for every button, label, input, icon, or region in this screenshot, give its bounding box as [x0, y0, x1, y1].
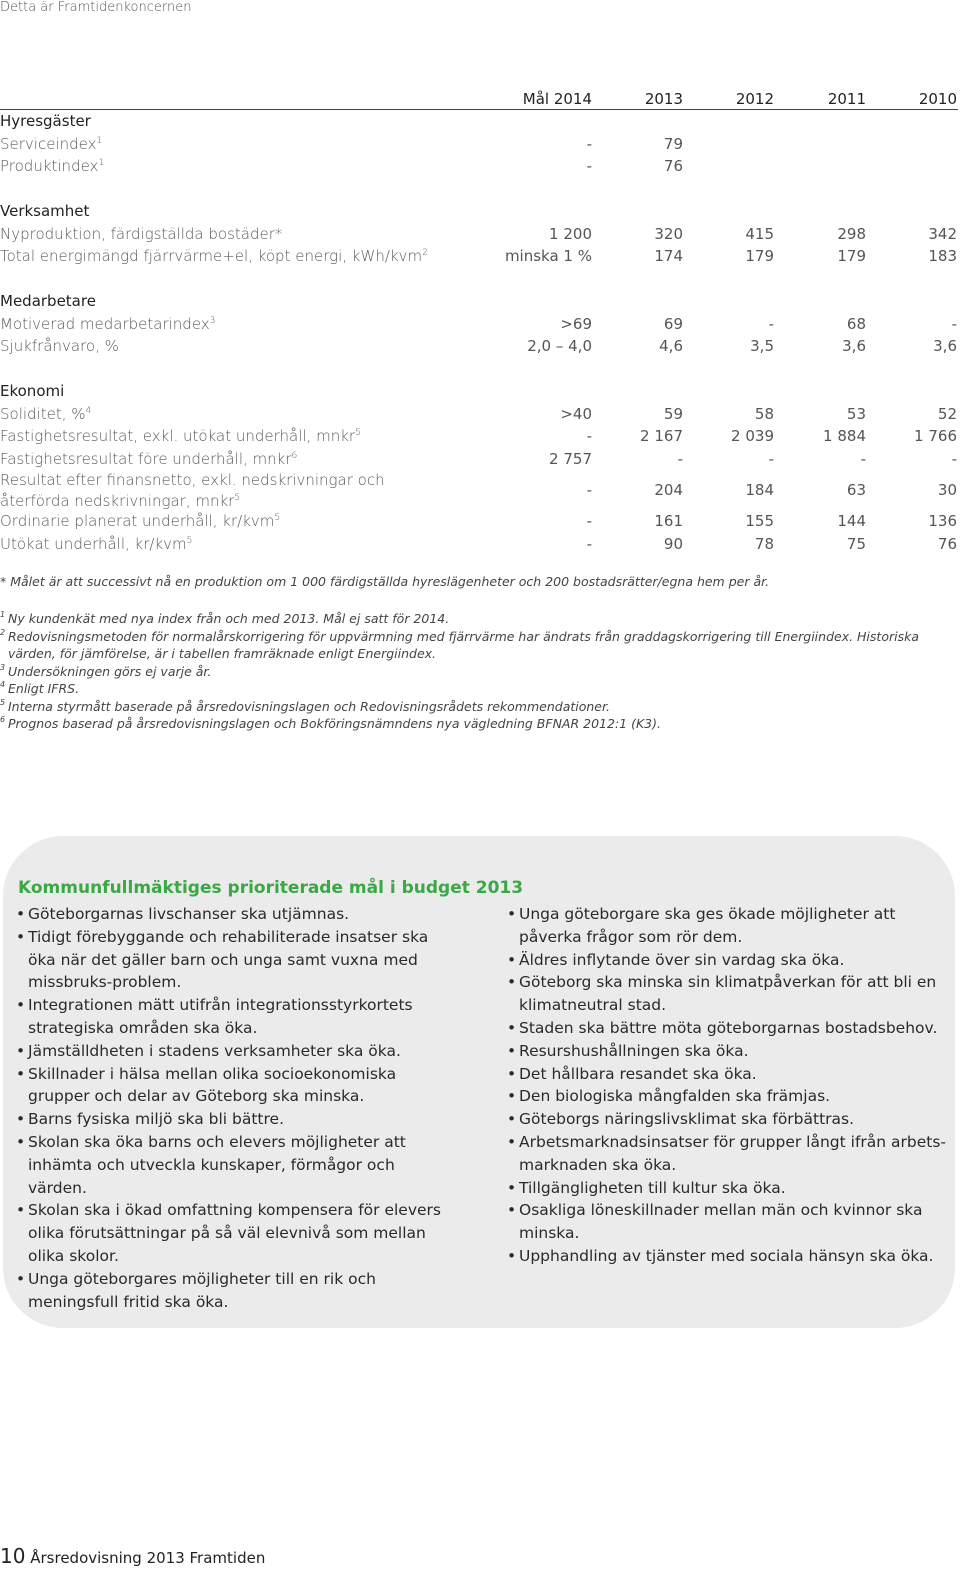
footer-text: Årsredovisning 2013 Framtiden	[30, 1549, 266, 1567]
footnote-ref: 3	[209, 315, 216, 326]
goal-item: • Barns fysiska miljö ska bli bättre.	[16, 1108, 456, 1131]
row-label-text: Fastighetsresultat före underhåll, mnkr	[0, 449, 292, 468]
table-row	[0, 335, 958, 358]
table-cell: -	[586, 512, 592, 531]
section-heading	[0, 290, 958, 313]
column-header: 2013	[644, 90, 683, 108]
row-label-text: Ordinarie planerat underhåll, kr/kvm	[0, 512, 275, 531]
kpi-table	[0, 86, 958, 555]
table-cell: 90	[663, 534, 683, 553]
table-cell: -	[951, 314, 957, 333]
table-cell: 184	[745, 481, 774, 499]
goal-item: • Göteborg ska minska sin klimatpåverkan för att bli en klimatneutral stad.	[507, 971, 947, 1017]
goal-item: • Upphandling av tjänster med sociala hänsyn ska öka.	[507, 1245, 947, 1268]
table-cell	[774, 157, 866, 175]
table-cell: 342	[928, 224, 957, 243]
table-cell: 1 766	[914, 427, 957, 446]
goal-item: • Osakliga löneskillnader mellan män och kvinnor ska minska.	[507, 1199, 947, 1245]
row-label	[0, 225, 282, 243]
row-label	[0, 337, 119, 355]
table-cell: 3,6	[933, 337, 957, 356]
footnote-text: Prognos baserad på årsredovisningslagen och Bokföringsnämndens nya vägledning BFNAR 2012:1 (K3).	[8, 716, 661, 731]
row-label-text: Sjukfrånvaro, %	[0, 337, 119, 356]
footnote-ref: 2	[422, 248, 428, 259]
row-label	[0, 157, 104, 175]
footnote-ref: 1	[98, 158, 105, 169]
table-cell: 161	[654, 512, 683, 531]
table-cell: 63	[846, 481, 866, 499]
goal-item: • Den biologiska mångfalden ska främjas.	[507, 1085, 947, 1108]
table-cell: 183	[928, 247, 957, 266]
table-cell: 2 757	[549, 449, 592, 468]
goal-item: • Integrationen mätt utifrån integrationsstyrkortets strategiska områden ska öka.	[16, 994, 456, 1040]
table-cell	[774, 135, 866, 153]
table-cell: -	[586, 534, 592, 553]
table-cell: >40	[560, 404, 592, 423]
table-cell: -	[677, 449, 683, 468]
table-row	[0, 470, 958, 510]
footnotes	[0, 610, 950, 733]
row-label	[0, 471, 385, 510]
table-row	[0, 155, 958, 178]
table-row	[0, 133, 958, 156]
table-cell: 4,6	[659, 337, 683, 356]
footnote-star: * Målet är att successivt nå en produktion om 1 000 färdigställda hyreslägenheter och 200 bostadsrätter/egna hem per år.	[0, 574, 770, 589]
goals-list-left	[16, 903, 456, 1313]
goal-item: • Tidigt förebyggande och rehabiliterade insatser ska öka när det gäller barn och unga samt vuxna med missbruks-problem.	[16, 926, 456, 994]
footnote	[0, 610, 950, 628]
goals-list-right	[507, 903, 947, 1268]
section-gap	[0, 358, 958, 381]
table-header	[0, 86, 958, 110]
row-label	[0, 512, 280, 530]
table-cell: 3,5	[750, 337, 774, 356]
table-cell: 53	[846, 404, 866, 423]
footnote	[0, 715, 950, 733]
section-gap	[0, 268, 958, 291]
row-label-text: Serviceindex	[0, 134, 97, 153]
row-label-text: Motiverad medarbetarindex	[0, 314, 210, 333]
table-cell: 174	[654, 247, 683, 266]
footnote-number: 4	[0, 680, 6, 689]
goal-item: • Jämställdheten i stadens verksamheter ska öka.	[16, 1040, 456, 1063]
table-cell: 30	[937, 481, 957, 499]
table-cell: 69	[663, 314, 683, 333]
row-label	[0, 247, 428, 265]
table-cell: 76	[937, 534, 957, 553]
row-label	[0, 535, 192, 553]
table-cell: 2 039	[731, 427, 774, 446]
section-heading	[0, 110, 958, 133]
section-title: Ekonomi	[0, 382, 65, 401]
footnote-text: Ny kundenkät med nya index från och med 2013. Mål ej satt för 2014.	[8, 611, 450, 626]
table-cell: 52	[937, 404, 957, 423]
column-header: 2010	[918, 90, 957, 108]
table-cell: 3,6	[842, 337, 866, 356]
table-row	[0, 425, 958, 448]
table-cell: 155	[745, 512, 774, 531]
footnote-text: Redovisningsmetoden för normalårskorrigering för uppvärmning med fjärrvärme har ändrats från graddagskorrigering till Energiindex. Historiska värden, för jämförelse, är i tabellen framräknade enligt Energiindex.	[8, 628, 919, 661]
footnote-text: Interna styrmått baserade på årsredovisningslagen och Redovisningsrådets rekommendationer.	[8, 698, 610, 714]
table-cell: -	[586, 134, 592, 153]
row-label	[0, 315, 215, 333]
goal-item: • Tillgängligheten till kultur ska öka.	[507, 1177, 947, 1200]
footnote-ref: 1	[96, 135, 103, 146]
table-row	[0, 223, 958, 246]
table-cell: -	[586, 427, 592, 446]
footnote-ref: 5	[186, 535, 193, 546]
table-cell: 59	[663, 404, 683, 423]
row-label-text: Produktindex	[0, 157, 99, 176]
table-cell: -	[860, 449, 866, 468]
table-cell: 320	[654, 224, 683, 243]
table-cell: -	[951, 449, 957, 468]
goal-item: • Unga göteborgares möjligheter till en rik och meningsfull fritid ska öka.	[16, 1268, 456, 1314]
table-body	[0, 110, 958, 555]
row-label	[0, 405, 91, 423]
table-cell: minska 1 %	[504, 247, 592, 266]
section-title: Hyresgäster	[0, 112, 91, 131]
footnote-number: 3	[0, 662, 6, 672]
table-cell: 2,0 – 4,0	[527, 337, 592, 356]
column-header: Mål 2014	[522, 90, 592, 108]
goal-item: • Unga göteborgare ska ges ökade möjligheter att påverka frågor som rör dem.	[507, 903, 947, 949]
footnote-number: 5	[0, 697, 6, 707]
footnote-text: Enligt IFRS.	[8, 681, 80, 696]
table-cell: -	[586, 481, 592, 499]
table-cell: -	[768, 314, 774, 333]
table-row	[0, 510, 958, 533]
footnote	[0, 628, 950, 663]
section-heading	[0, 380, 958, 403]
table-row	[0, 313, 958, 336]
table-cell: 2 167	[640, 427, 683, 446]
footnote-ref: 5	[234, 492, 241, 503]
footnote-ref: 5	[355, 428, 361, 439]
footnote-number: 1	[0, 610, 6, 619]
table-cell: -	[586, 157, 592, 176]
table-cell: 79	[663, 134, 683, 153]
row-label-text: Nyproduktion, färdigställda bostäder*	[0, 224, 283, 243]
table-row	[0, 448, 958, 471]
goal-item: • Arbetsmarknadsinsatser för grupper långt ifrån arbets-marknaden ska öka.	[507, 1131, 947, 1177]
row-label-text: Total energimängd fjärrvärme+el, köpt energi, kWh/kvm	[0, 247, 423, 266]
row-label-text: Soliditet, %	[0, 404, 86, 423]
table-cell	[866, 135, 957, 153]
row-label	[0, 427, 361, 445]
column-header: 2012	[735, 90, 774, 108]
table-row	[0, 533, 958, 556]
row-label-text: Fastighetsresultat, exkl. utökat underhåll, mnkr	[0, 427, 356, 446]
row-label	[0, 135, 102, 153]
goal-item: • Skillnader i hälsa mellan olika socioekonomiska grupper och delar av Göteborg ska minska.	[16, 1063, 456, 1109]
footnote-text: Undersökningen görs ej varje år.	[8, 663, 212, 679]
table-cell: 204	[654, 481, 683, 499]
table-cell: 58	[754, 404, 774, 423]
header-note: Detta är Framtidenkoncernen	[0, 0, 192, 15]
row-label-text: Resultat efter finansnetto, exkl. nedskrivningar och	[0, 470, 385, 489]
table-cell: -	[768, 449, 774, 468]
table-cell: 1 200	[549, 224, 592, 243]
table-cell: 136	[928, 512, 957, 531]
table-row	[0, 245, 958, 268]
table-cell: 415	[745, 224, 774, 243]
goal-item: • Skolan ska öka barns och elevers möjligheter att inhämta och utveckla kunskaper, förmågor och värden.	[16, 1131, 456, 1199]
column-header: 2011	[827, 90, 866, 108]
table-cell: 144	[837, 512, 866, 531]
table-cell: 68	[846, 314, 866, 333]
footnote-ref: 6	[291, 450, 298, 461]
goal-item: • Resurshushållningen ska öka.	[507, 1040, 947, 1063]
table-cell: 78	[754, 534, 774, 553]
table-cell: 179	[837, 247, 866, 266]
table-cell: 1 884	[823, 427, 866, 446]
row-label	[0, 450, 297, 468]
goal-item: • Skolan ska i ökad omfattning kompensera för elevers olika förutsättningar på så väl elevnivå som mellan olika skolor.	[16, 1199, 456, 1267]
goal-item: • Det hållbara resandet ska öka.	[507, 1063, 947, 1086]
goal-item: • Staden ska bättre möta göteborgarnas bostadsbehov.	[507, 1017, 947, 1040]
goal-item: • Äldres inflytande över sin vardag ska öka.	[507, 949, 947, 972]
goal-item: • Göteborgarnas livschanser ska utjämnas.	[16, 903, 456, 926]
table-cell	[683, 135, 774, 153]
row-label-text: Utökat underhåll, kr/kvm	[0, 534, 187, 553]
footnote-number: 6	[0, 715, 6, 724]
footnote-number: 2	[0, 627, 6, 637]
section-gap	[0, 178, 958, 201]
table-cell	[683, 157, 774, 175]
table-cell: 76	[663, 157, 683, 176]
goals-title: Kommunfullmäktiges prioriterade mål i budget 2013	[18, 878, 524, 898]
table-cell: >69	[560, 314, 592, 333]
footnote	[0, 698, 950, 716]
footnote-ref: 4	[85, 405, 92, 416]
footnote	[0, 663, 950, 681]
goal-item: • Göteborgs näringslivsklimat ska förbättras.	[507, 1108, 947, 1131]
row-label-text: återförda nedskrivningar, mnkr	[0, 491, 235, 510]
table-cell: 75	[846, 534, 866, 553]
table-row	[0, 403, 958, 426]
page-footer	[0, 1544, 265, 1568]
section-title: Medarbetare	[0, 292, 96, 311]
footnote-ref: 5	[274, 513, 281, 524]
table-cell: 298	[837, 224, 866, 243]
section-heading	[0, 200, 958, 223]
table-cell	[866, 157, 957, 175]
section-title: Verksamhet	[0, 202, 90, 221]
footnote	[0, 680, 950, 698]
table-cell: 179	[745, 247, 774, 266]
page-number: 10	[0, 1544, 26, 1568]
